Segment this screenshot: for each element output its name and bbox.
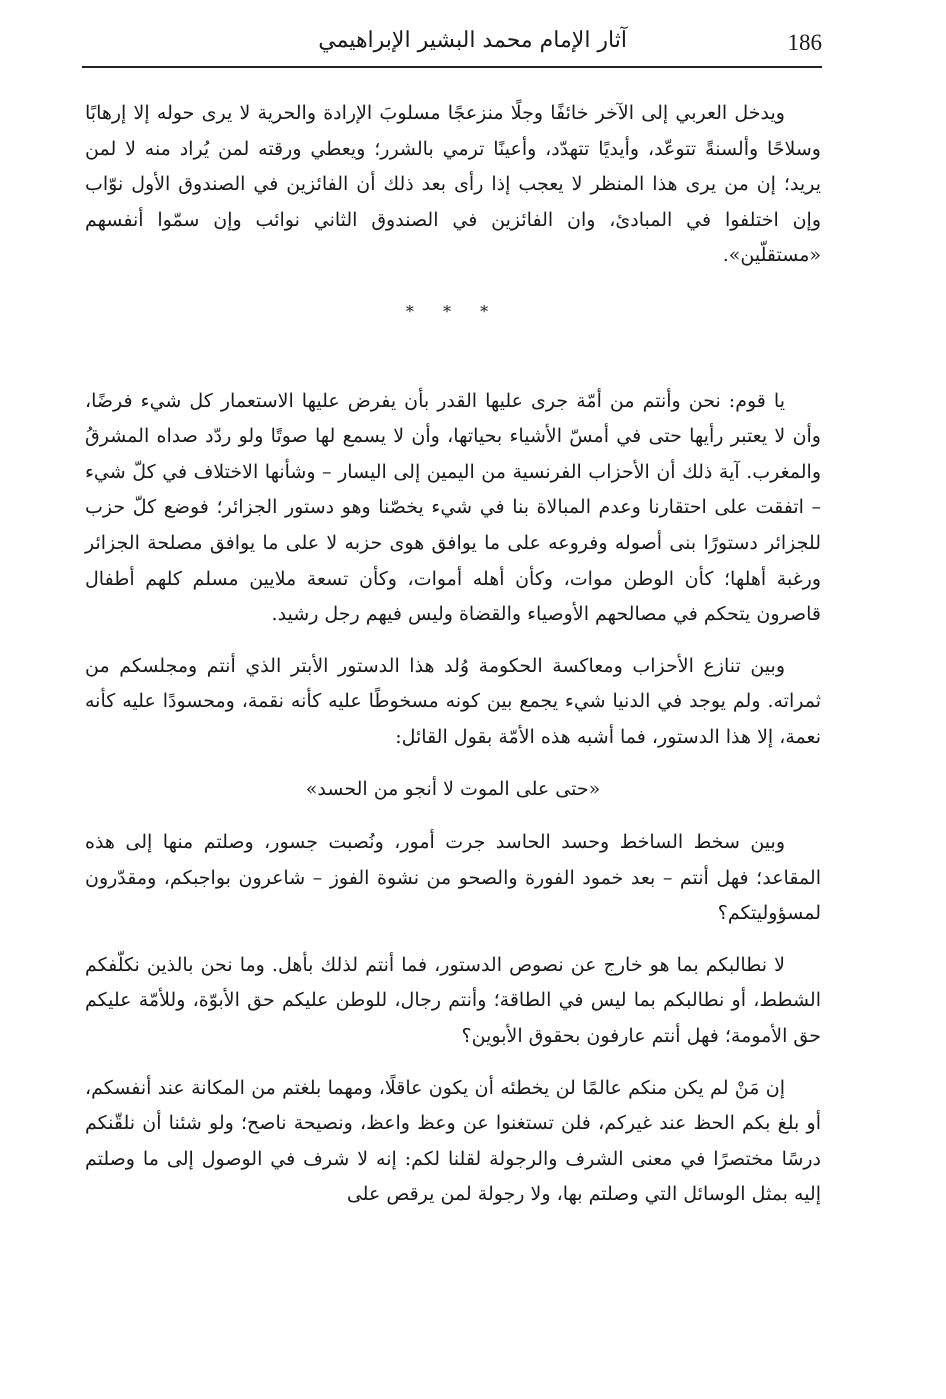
paragraph-2: يا قوم: نحن وأنتم من أمّة جرى عليها القدر بأن يفرض عليها الاستعمار كل شيء فرضًا، وأن لا يعتبر رأيها حتى في أمسّ الأشياء بحياتها، وأن لا يسمع لها صوتًا ولو ردّد صداه المشرقُ والمغرب. آية ذلك أن الأحزاب الفرنسية من اليمين إلى اليسار – وشأنها الاختلاف في كلّ شيء – اتفقت على احتقارنا وعدم المبالاة بنا في شيء يخصّنا وهو دستور الجزائر؛ فوضع كلّ حزب للجزائر دستورًا بنى أصوله وفروعه على ما يوافق هوى حزبه لا على ما يوافق مصلحة الجزائر ورغبة أهلها؛ كأن الوطن موات، وكأن أهله أموات، وكأن تسعة ملايين مسلم كلهم أطفال قاصرون يتحكم في مصالحهم الأوصياء والقضاة وليس فيهم رجل رشيد. <box>85 389 821 626</box>
quoted-verse: «حتى على الموت لا أنجو من الحسد» <box>305 777 601 800</box>
paragraph-3: وبين تنازع الأحزاب ومعاكسة الحكومة وُلد هذا الدستور الأبتر الذي أنتم ومجلسكم من ثمراته. ولم يوجد في الدنيا شيء يجمع بين كونه مسخوطًا عليه كأنه نقمة، ومحسودًا عليه كأنه نعمة، إلا هذا الدستور، فما أشبه هذه الأمّة بقول القائل: <box>85 654 821 748</box>
page-number: 186 <box>787 30 822 55</box>
running-title: آثار الإمام محمد البشير الإبراهيمي <box>318 28 627 53</box>
paragraph-4: وبين سخط الساخط وحسد الحاسد جرت أمور، ونُصبت جسور، وصلتم منها إلى هذه المقاعد؛ فهل أنتم – بعد خمود الفورة والصحو من نشوة الفوز – شاعرون بواجبكم، ومقدّرون لمسؤوليتكم؟ <box>85 831 821 925</box>
header-rule <box>82 66 822 68</box>
section-separator: * * * <box>405 301 501 321</box>
paragraph-6: إن مَنْ لم يكن منكم عالمًا لن يخطئه أن يكون عاقلًا، ومهما بلغتم من المكانة عند أنفسكم، أو بلغ بكم الحظ عند غيركم، فلن تستغنوا عن وعظ واعظ، ونصيحة ناصح؛ ولو شئنا أن نلقّنكم درسًا مختصرًا في معنى الشرف والرجولة لقلنا لكم: إنه لا شرف في الوصول إلى ما وصلتم إليه بمثل الوسائل التي وصلتم بها، ولا رجولة لمن يرقص على <box>85 1076 821 1206</box>
body-text <box>85 96 821 1213</box>
page-header <box>82 22 822 68</box>
paragraph-1: ويدخل العربي إلى الآخر خائفًا وجلًا منزعجًا مسلوبَ الإرادة والحرية لا يرى حوله إلا إرهابًا وسلاحًا وألسنةً تتوعّد، وأيديًا تتهدّد، وأعينًا ترمي بالشرر؛ ويعطي ورقته لمن يُراد منه لا لمن يريد؛ إن من يرى هذا المنظر لا يعجب إذا رأى بعد ذلك أن الفائزين في الصندوق الأول نوّاب وإن اختلفوا في المبادئ، وان الفائزين في الصندوق الثاني نوائب وإن سمّوا أنفسهم «مستقلّين». <box>85 102 821 267</box>
paragraph-5: لا نطالبكم بما هو خارج عن نصوص الدستور، فما أنتم لذلك بأهل. وما نحن بالذين نكلّفكم الشطط، أو نطالبكم بما ليس في الطاقة؛ وأنتم رجال، للوطن عليكم حق الأبوّة، وللأمّة عليكم حق الأمومة؛ فهل أنتم عارفون بحقوق الأبوين؟ <box>85 953 821 1048</box>
